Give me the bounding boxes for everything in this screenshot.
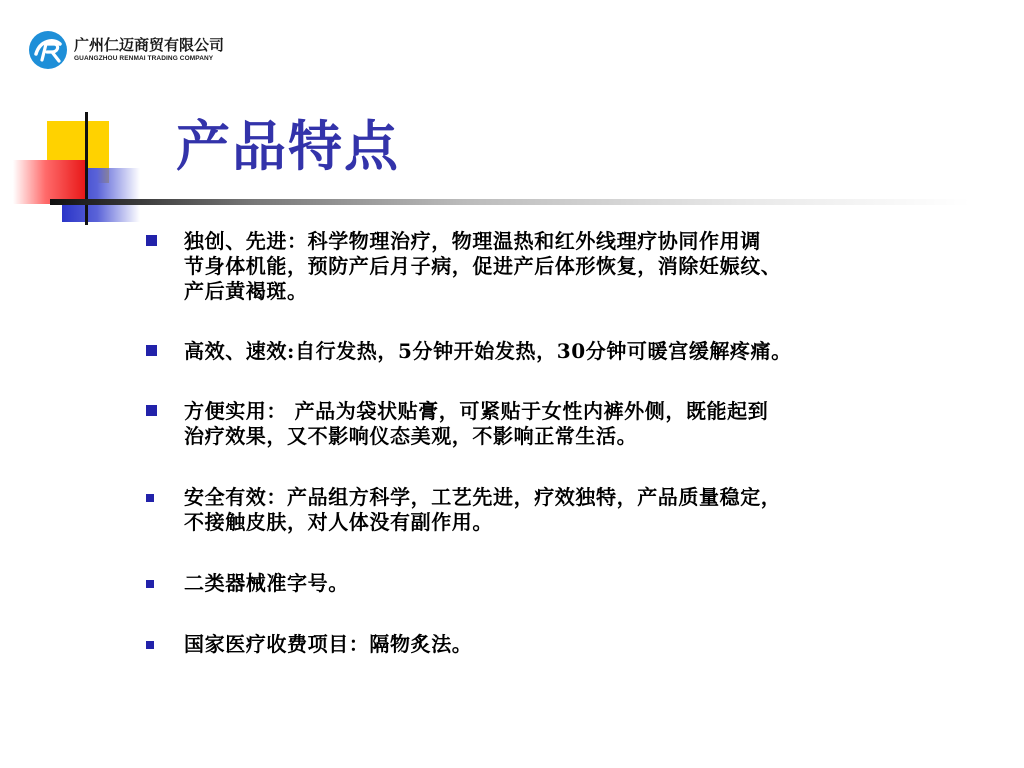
bullet-text: 安全有效：产品组方科学，工艺先进，疗效独特，产品质量稳定， 不接触皮肤，对人体没有副作用。: [184, 485, 782, 534]
square-bullet-icon: [146, 641, 154, 649]
square-bullet-icon: [146, 580, 154, 588]
square-bullet-icon: [146, 494, 154, 502]
company-english-name: GUANGZHOU RENMAI TRADING COMPANY: [74, 55, 214, 62]
square-bullet-icon: [146, 235, 157, 246]
bullet-text: 方便实用： 产品为袋状贴膏，可紧贴于女性内裤外侧，既能起到 治疗效果，又不影响仪态美观，不影响正常生活。: [184, 399, 769, 448]
bullet-text: 国家医疗收费项目：隔物炙法。: [184, 632, 473, 656]
square-bullet-icon: [146, 405, 157, 416]
bullet-text: 二类器械准字号。: [184, 571, 349, 595]
slide-title: 产品特点: [176, 115, 400, 178]
bullet-text: 高效、速效:自行发热，5分钟开始发热，30分钟可暖宫缓解疼痛。: [184, 339, 792, 363]
bullet-text: 独创、先进：科学物理治疗，物理温热和红外线理疗协同作用调 节身体机能，预防产后月子病，促进产后体形恢复，消除妊娠纹、 产后黄褐斑。: [184, 229, 782, 303]
company-name: 广州仁迈商贸有限公司: [74, 36, 225, 54]
square-bullet-icon: [146, 345, 157, 356]
